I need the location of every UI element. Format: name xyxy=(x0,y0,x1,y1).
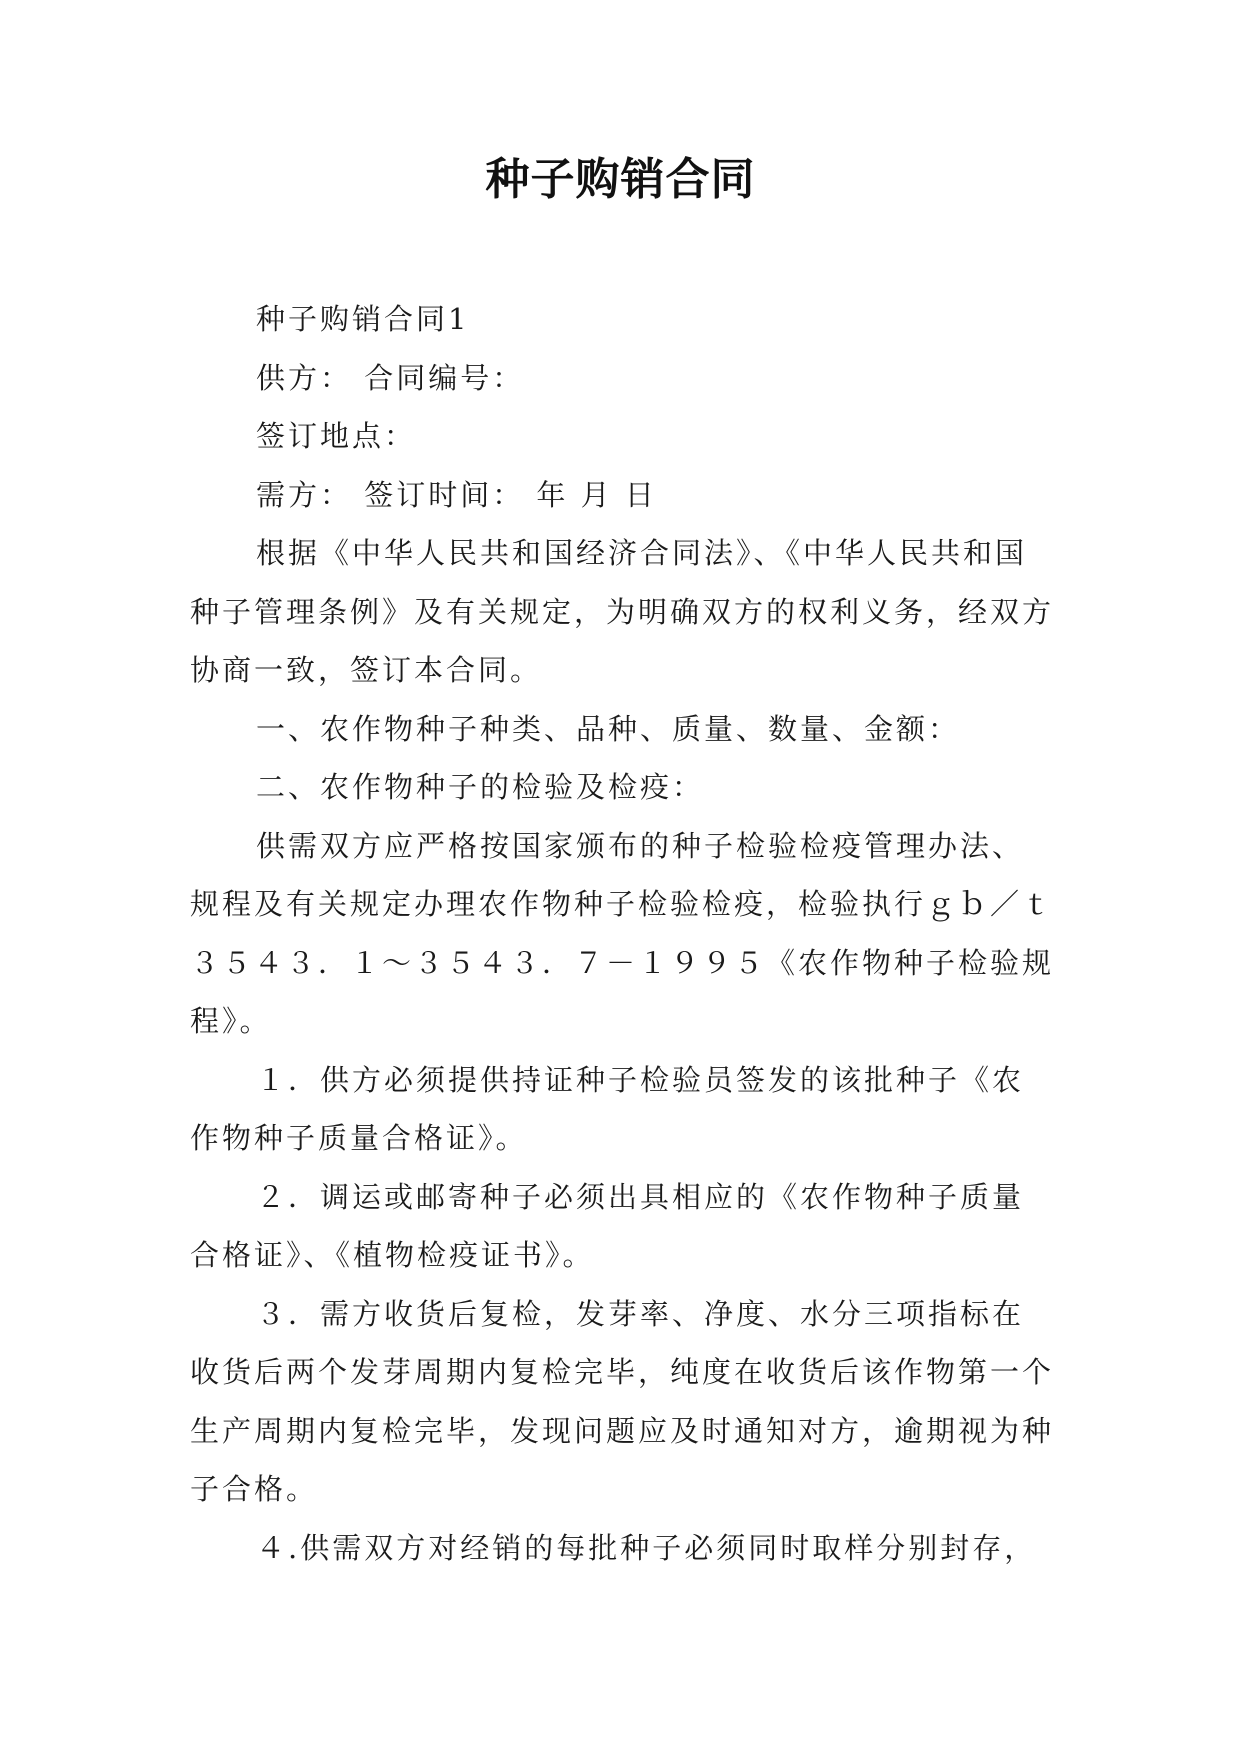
paragraph-item-4: ４.供需双方对经销的每批种子必须同时取样分别封存， xyxy=(256,1530,1037,1565)
paragraph-buyer: 需方： 签订时间： 年 月 日 xyxy=(256,477,657,512)
document-body xyxy=(190,290,1055,1577)
paragraph-section-1: 一、农作物种子种类、品种、质量、数量、金额： xyxy=(256,711,961,746)
paragraph-signing-place: 签订地点： xyxy=(256,419,417,453)
paragraph-preamble: 根据《中华人民共和国经济合同法》、《中华人民共和国种子管理条例》及有关规定，为明确双方的权利义务，经双方协商一致，签订本合同。 xyxy=(190,536,1055,687)
paragraph-supplier: 供方： 合同编号： xyxy=(256,360,525,395)
paragraph-item-2: ２．调运或邮寄种子必须出具相应的《农作物种子质量合格证》、《植物检疫证书》。 xyxy=(190,1179,1025,1272)
paragraph-item-3: ３．需方收货后复检，发芽率、净度、水分三项指标在收货后两个发芽周期内复检完毕，纯度在收货后该作物第一个生产周期内复检完毕，发现问题应及时通知对方，逾期视为种子合格。 xyxy=(190,1296,1055,1506)
paragraph-section-2: 二、农作物种子的检验及检疫： xyxy=(256,770,705,804)
document-title: 种子购销合同 xyxy=(485,154,756,205)
paragraph-heading: 种子购销合同1 xyxy=(256,302,470,336)
paragraph-item-1: １．供方必须提供持证种子检验员签发的该批种子《农作物种子质量合格证》。 xyxy=(190,1062,1025,1155)
paragraph-inspection-rules: 供需双方应严格按国家颁布的种子检验检疫管理办法、规程及有关规定办理农作物种子检验检疫，检验执行ｇｂ／ｔ３５４３．１～３５４３．７－１９９５《农作物种子检验规程》。 xyxy=(190,828,1055,1038)
